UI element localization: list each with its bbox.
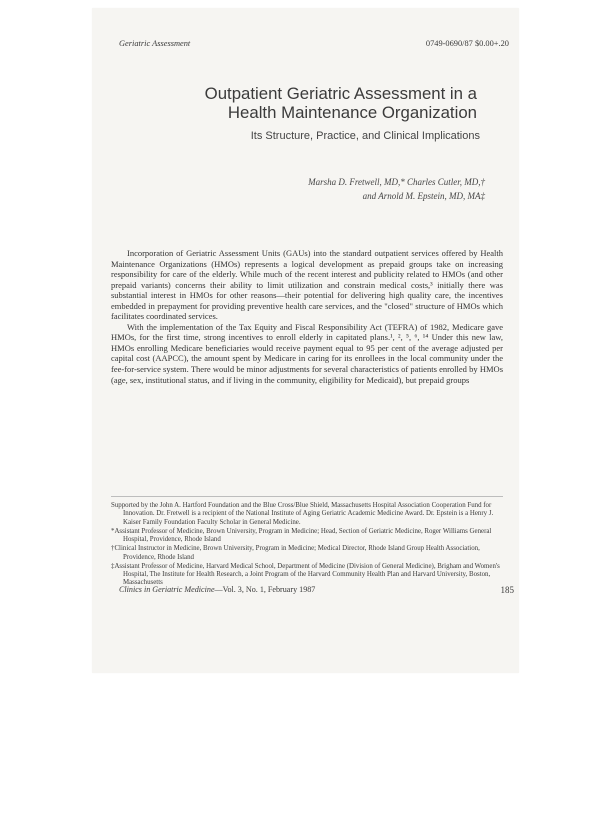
author-list: [132, 176, 485, 203]
article-code: 0749-0690/87 $0.00+.20: [425, 39, 509, 48]
journal-citation: [119, 585, 315, 595]
body-text: [111, 248, 503, 385]
author-line-2: and Arnold M. Epstein, MD, MA‡: [362, 190, 485, 201]
journal-page: [92, 8, 519, 673]
footnote-author-1: *Assistant Professor of Medicine, Brown University, Program in Medicine; Head, Section of Geriatric Medicine, Roger Williams General Hospital, Providence, Rhode Island: [111, 527, 492, 543]
page-number: 185: [500, 585, 514, 595]
footnote-author-3: ‡Assistant Professor of Medicine, Harvard Medical School, Department of Medicine (Division of General Medicine), Brigham and Women's Hospital, The Institute for Health Research, a Joint Program of the Harvard Community Health Plan and Harvard University, Boston, Massachusetts: [111, 562, 500, 587]
journal-name: Clinics in Geriatric Medicine: [119, 585, 215, 594]
page-footer: [119, 585, 514, 595]
running-header: [119, 39, 509, 48]
paragraph-1: Incorporation of Geriatric Assessment Units (GAUs) into the standard outpatient services offered by Health Maintenance Organizations (HMOs) represents a logical development as prepaid groups take on increasing responsibility for care of the elderly. While much of the recent interest and publicity related to HMOs (and other prepaid variants) concerns their ability to limit utilization and constrain medical costs,³ initially there was substantial interest in HMOs for other reasons—their potential for delivering high quality care, the incentives embedded in prepayment for providing preventive health care services, and the "closed" structure of HMOs which facilitates coordinated services.: [111, 248, 503, 322]
footnotes: [111, 502, 503, 589]
footnote-divider: [111, 496, 503, 497]
author-line-1: Marsha D. Fretwell, MD,* Charles Cutler, MD,†: [308, 177, 485, 187]
footnote-author-2: †Clinical Instructor in Medicine, Brown University, Program in Medicine; Medical Director, Rhode Island Group Health Association, Providence, Rhode Island: [111, 545, 480, 561]
article-subtitle: Its Structure, Practice, and Clinical Implications: [250, 130, 480, 142]
title-line-2: Health Maintenance Organization: [227, 103, 477, 122]
paragraph-2: With the implementation of the Tax Equity and Fiscal Responsibility Act (TEFRA) of 1982, Medicare gave HMOs, for the first time, strong incentives to enroll elderly in capitated plans.¹, ², ⁵, ⁶, ¹⁴ Under this new law, HMOs enrolling Medicare beneficiaries would receive payment equal to 95 per cent of the average adjusted per capital cost (AAPCC), the amount spent by Medicare in caring for its enrollees in the local community under the fee-for-service system. There would be minor adjustments for several characteristics of patients enrolled by HMOs (age, sex, institutional status, and if living in the community, eligibility for Medicaid), but prepaid groups: [111, 321, 503, 385]
footnote-support: Supported by the John A. Hartford Foundation and the Blue Cross/Blue Shield, Massachusetts Hospital Association Cooperation Fund for Innovation. Dr. Fretwell is a recipient of the National Institute of Aging Geriatric Academic Medicine Award. Dr. Epstein is a Henry J. Kaiser Family Foundation Faculty Scholar in General Medicine.: [111, 502, 494, 526]
running-title: Geriatric Assessment: [119, 39, 191, 48]
article-title: [132, 84, 477, 122]
volume-info: —Vol. 3, No. 1, February 1987: [214, 585, 316, 594]
title-line-1: Outpatient Geriatric Assessment in a: [204, 84, 477, 103]
